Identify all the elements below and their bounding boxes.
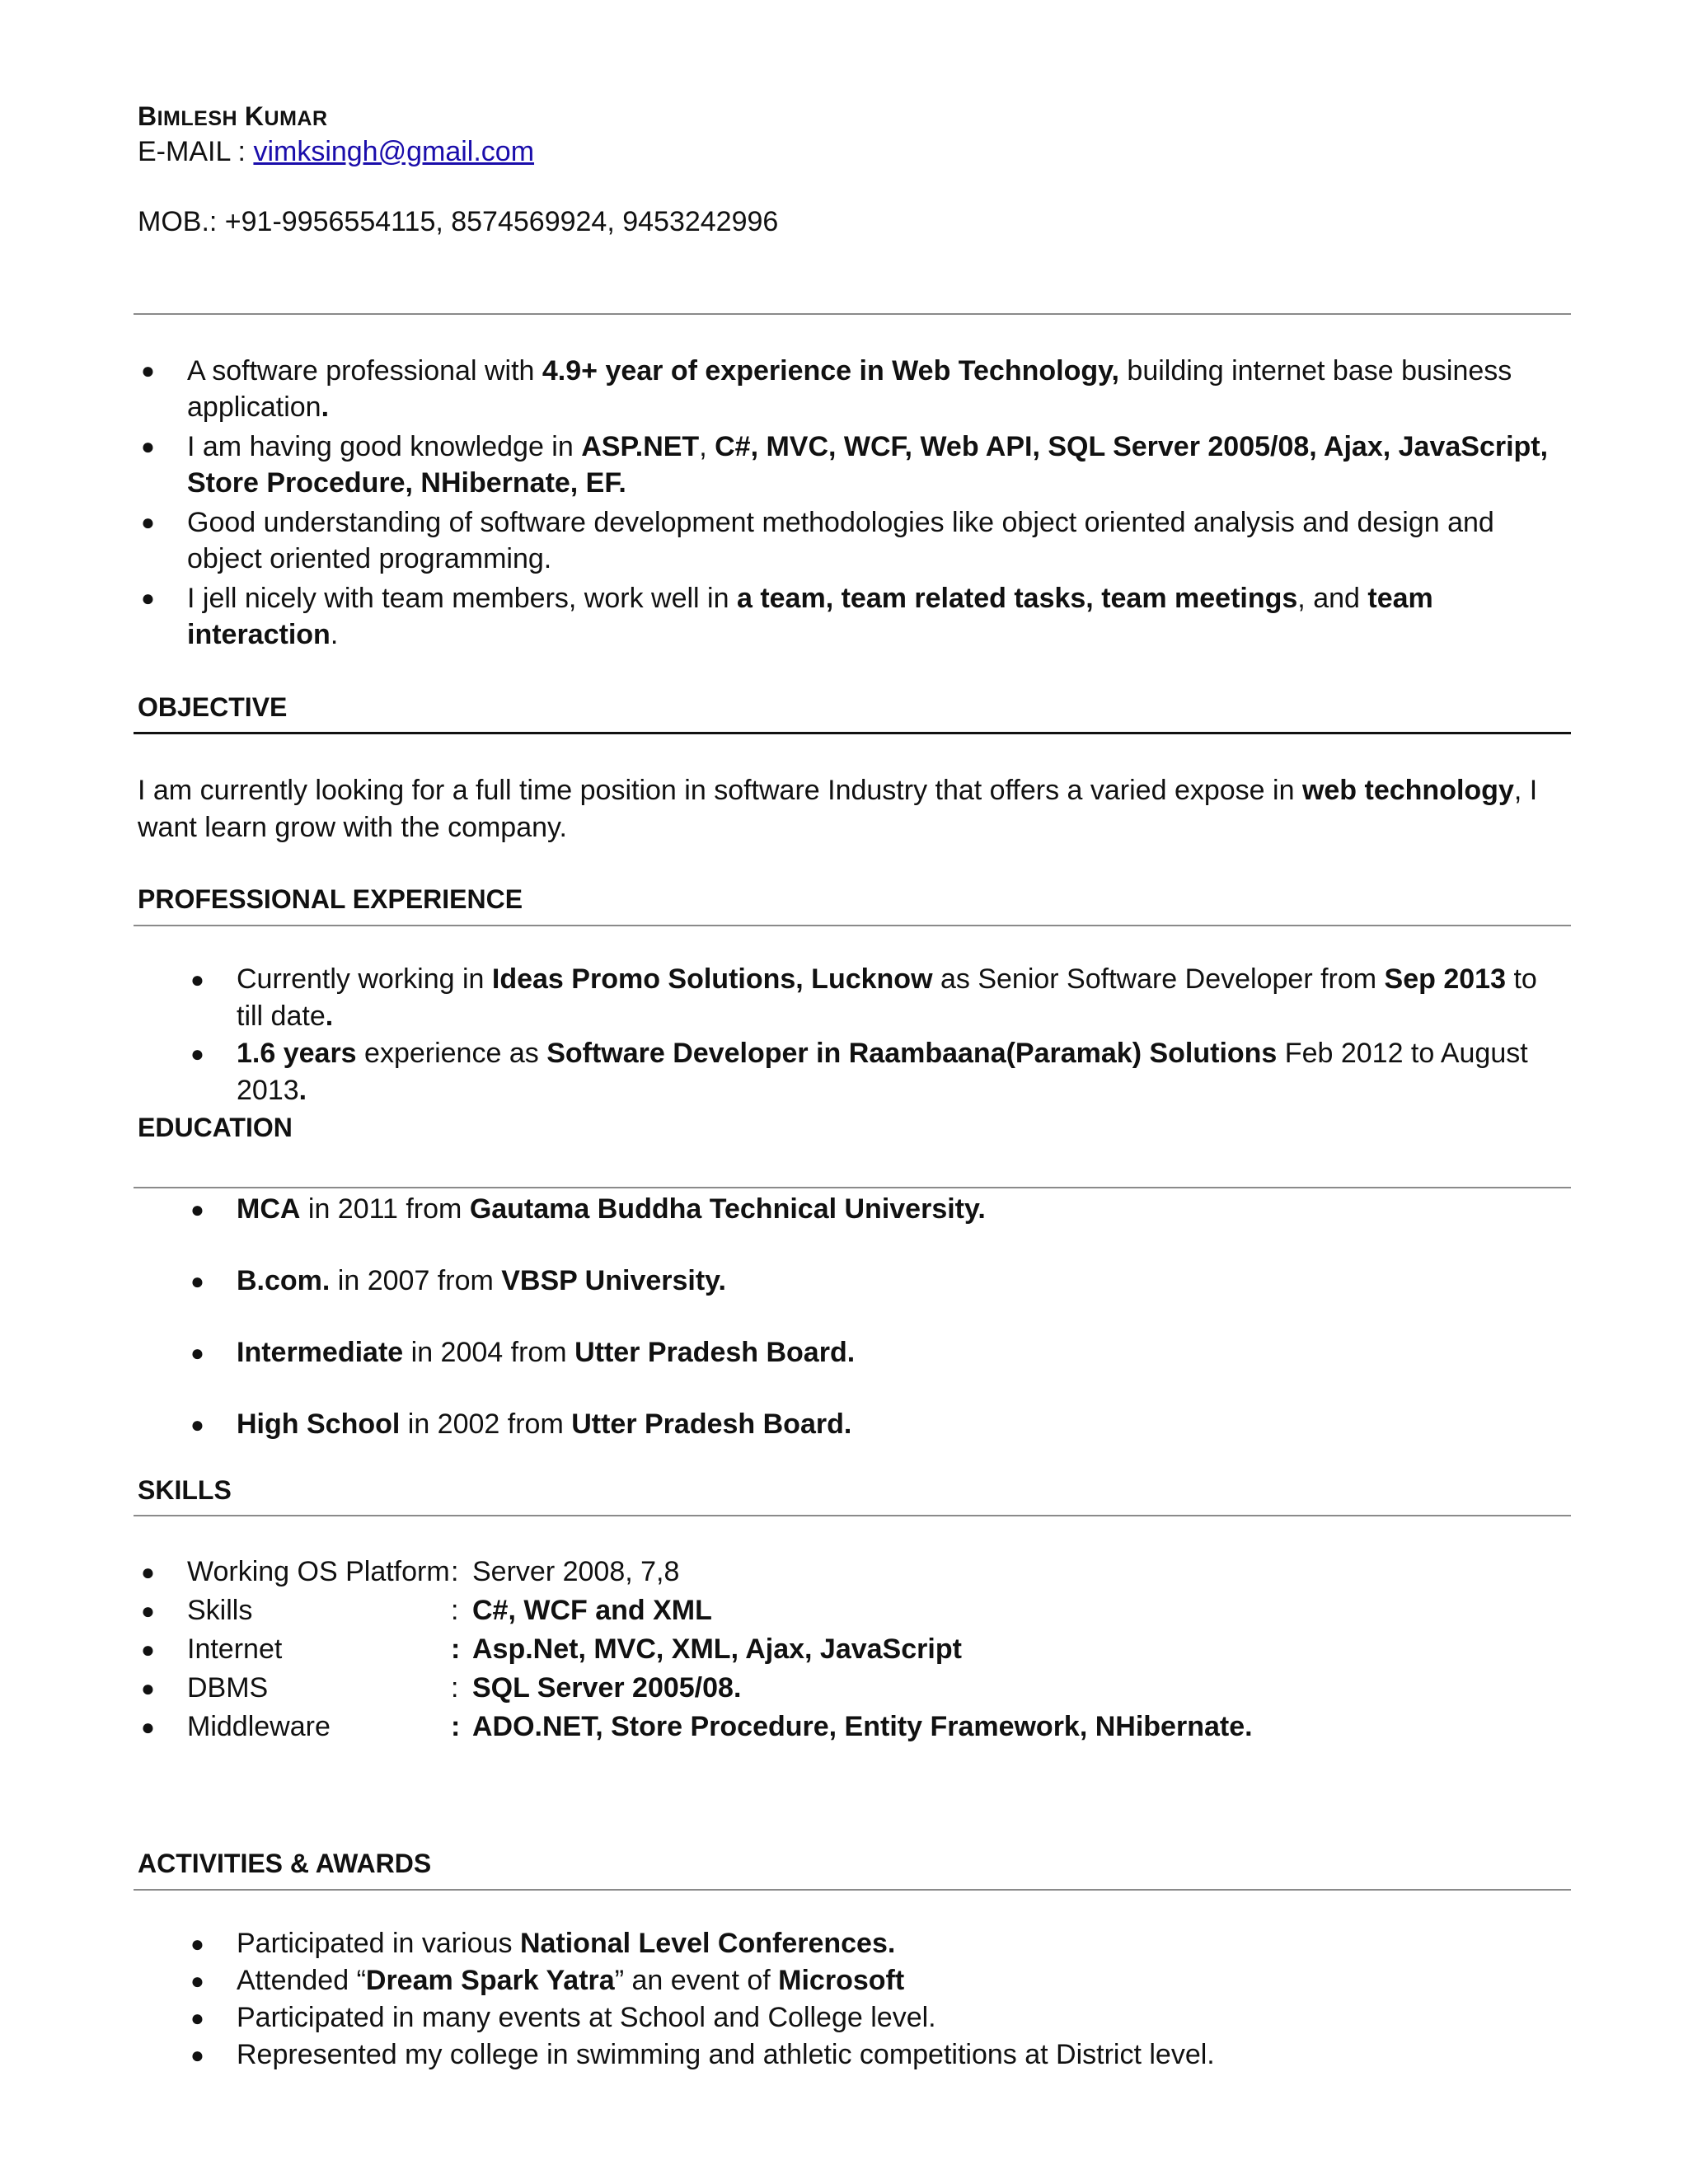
bullet-icon: ●: [141, 358, 155, 383]
list-item: ● 1.6 years experience as Software Developer in Raambaana(Paramak) Solutions Feb 2012 to August 2013.: [185, 1035, 1570, 1109]
bullet-icon: ●: [190, 1412, 204, 1437]
activities-list: [185, 1925, 1570, 2074]
skills-title: SKILLS: [138, 1475, 232, 1505]
bullet-icon: ●: [141, 434, 155, 459]
list-item: ● Participated in many events at School and College level.: [185, 1999, 1570, 2036]
objective-divider: [134, 732, 1571, 734]
list-item: ● Middleware : ADO.NET, Store Procedure, Entity Framework, NHibernate.: [138, 1708, 1253, 1746]
education-list: [185, 1191, 1570, 1478]
bullet-icon: ●: [141, 1637, 155, 1662]
candidate-name: BIMLESH KUMAR: [138, 101, 328, 131]
summary-list: [138, 353, 1572, 656]
objective-text: I am currently looking for a full time position in software Industry that offers a varied expose in web technology, I want learn grow with the company.: [138, 775, 1538, 843]
bullet-icon: ●: [141, 1598, 155, 1624]
list-item: ● MCA in 2011 from Gautama Buddha Technical University.: [185, 1191, 1570, 1228]
bullet-icon: ●: [141, 1714, 155, 1740]
mobile-line: MOB.: +91-9956554115, 8574569924, 9453242996: [138, 206, 779, 237]
bullet-icon: ●: [190, 1268, 204, 1294]
list-item: ● Currently working in Ideas Promo Solutions, Lucknow as Senior Software Developer from Sep 2013 to till date.: [185, 961, 1570, 1035]
experience-title: PROFESSIONAL EXPERIENCE: [138, 884, 523, 914]
bullet-icon: ●: [190, 1197, 204, 1222]
list-item: ● Internet : Asp.Net, MVC, XML, Ajax, JavaScript: [138, 1630, 1253, 1669]
education-title: EDUCATION: [138, 1113, 293, 1142]
list-item: ● Good understanding of software development methodologies like object oriented analysis and design and object oriented programming.: [138, 504, 1572, 577]
header-divider: [134, 313, 1571, 315]
bullet-icon: ●: [190, 1931, 204, 1957]
bullet-icon: ●: [190, 1968, 204, 1994]
list-item: ● Participated in various National Level Conferences.: [185, 1925, 1570, 1962]
list-item: ● A software professional with 4.9+ year of experience in Web Technology, building internet base business application.: [138, 353, 1572, 425]
list-item: ● I am having good knowledge in ASP.NET, C#, MVC, WCF, Web API, SQL Server 2005/08, Ajax, JavaScript, Store Procedure, NHibernate, EF.: [138, 429, 1572, 501]
bullet-icon: ●: [141, 1675, 155, 1701]
email-link[interactable]: vimksingh@gmail.com: [253, 136, 535, 167]
bullet-icon: ●: [190, 1041, 204, 1066]
activities-divider: [134, 1889, 1571, 1891]
skills-list: [138, 1553, 1253, 1746]
list-item: ● Working OS Platform: Server 2008, 7,8: [138, 1553, 1253, 1591]
list-item: ● Attended “Dream Spark Yatra” an event of Microsoft: [185, 1962, 1570, 1999]
bullet-icon: ●: [190, 1340, 204, 1366]
list-item: ● I jell nicely with team members, work well in a team, team related tasks, team meetings, and team interaction.: [138, 580, 1572, 653]
email-label: E-MAIL :: [138, 136, 254, 167]
bullet-icon: ●: [190, 967, 204, 992]
bullet-icon: ●: [141, 1559, 155, 1585]
objective-title: OBJECTIVE: [138, 692, 288, 722]
list-item: ● DBMS : SQL Server 2005/08.: [138, 1669, 1253, 1708]
education-divider: [134, 1187, 1571, 1188]
list-item: ● Skills : C#, WCF and XML: [138, 1591, 1253, 1630]
experience-divider: [134, 925, 1571, 926]
list-item: ● High School in 2002 from Utter Pradesh Board.: [185, 1406, 1570, 1443]
list-item: ● B.com. in 2007 from VBSP University.: [185, 1263, 1570, 1300]
experience-list: [185, 961, 1570, 1109]
activities-title: ACTIVITIES & AWARDS: [138, 1849, 432, 1878]
list-item: ● Intermediate in 2004 from Utter Pradesh Board.: [185, 1334, 1570, 1371]
bullet-icon: ●: [190, 2042, 204, 2068]
email-line: [138, 136, 534, 168]
bullet-icon: ●: [141, 585, 155, 611]
bullet-icon: ●: [141, 509, 155, 535]
skills-divider: [134, 1515, 1571, 1516]
list-item: ● Represented my college in swimming and athletic competitions at District level.: [185, 2036, 1570, 2074]
bullet-icon: ●: [190, 2005, 204, 2031]
